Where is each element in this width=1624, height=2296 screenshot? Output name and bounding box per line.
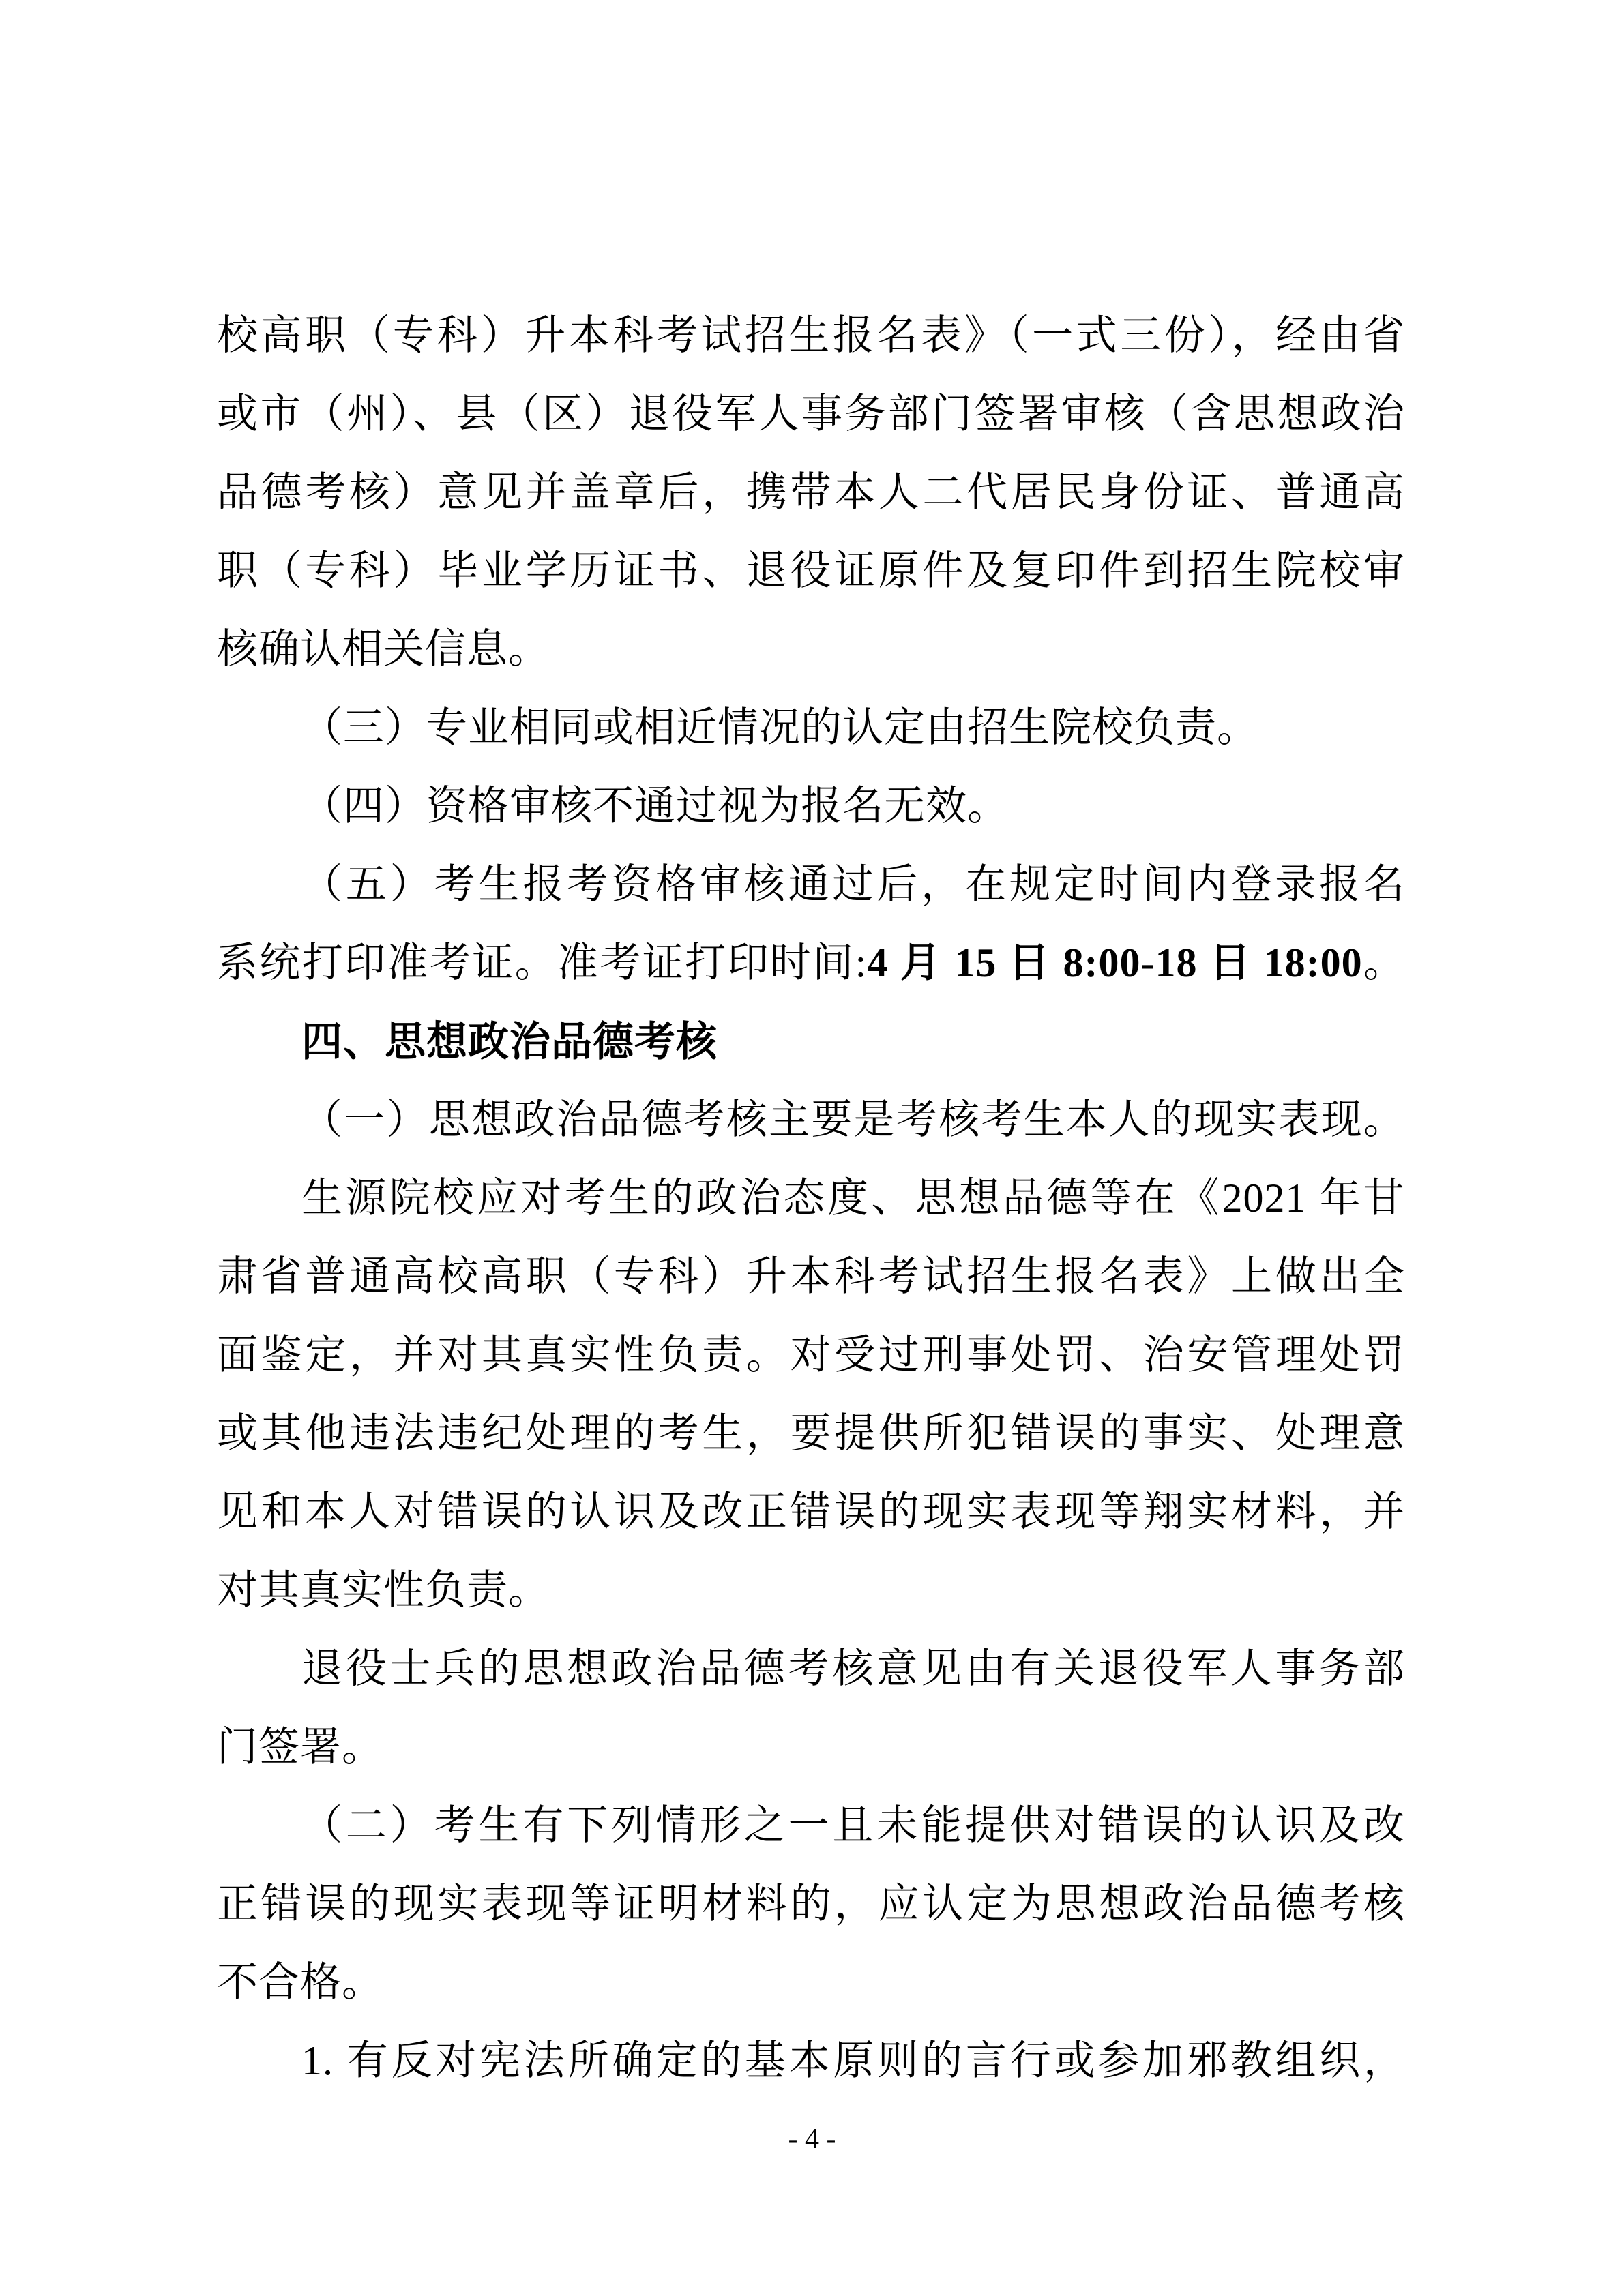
text-line: （二）考生有下列情形之一且未能提供对错误的认识及改	[301, 1803, 1405, 1848]
text-line: 校高职（专科）升本科考试招生报名表》（一式三份），经由省	[217, 313, 1405, 358]
text-line-print-time	[217, 924, 1405, 1002]
print-time-label: 系统打印准考证。准考证打印时间:	[217, 940, 868, 985]
text-line: 或市（州）、县（区）退役军人事务部门签署审核（含思想政治	[217, 391, 1405, 436]
text-line: 正错误的现实表现等证明材料的，应认定为思想政治品德考核	[217, 1881, 1405, 1926]
text-line: 不合格。	[217, 1960, 383, 2005]
text-line: （五）考生报考资格审核通过后，在规定时间内登录报名	[301, 862, 1405, 907]
text-line: 或其他违法违纪处理的考生，要提供所犯错误的事实、处理意	[217, 1411, 1405, 1456]
text-line: 面鉴定，并对其真实性负责。对受过刑事处罚、治安管理处罚	[217, 1332, 1405, 1377]
text-line: 肃省普通高校高职（专科）升本科考试招生报名表》上做出全	[217, 1254, 1405, 1299]
text-line: 生源院校应对考生的政治态度、思想品德等在《2021 年甘	[301, 1176, 1405, 1221]
print-time-value: 4 月 15 日 8:00-18 日 18:00	[867, 940, 1363, 985]
body-text	[217, 297, 1405, 2100]
print-time-period: 。	[1362, 940, 1405, 985]
text-line: 门签署。	[217, 1725, 383, 1770]
text-line: 职（专科）毕业学历证书、退役证原件及复印件到招生院校审	[217, 548, 1405, 593]
text-line: （四）资格审核不通过视为报名无效。	[301, 784, 1009, 829]
text-line: 品德考核）意见并盖章后，携带本人二代居民身份证、普通高	[217, 470, 1405, 515]
text-line: 1. 有反对宪法所确定的基本原则的言行或参加邪教组织，	[301, 2038, 1405, 2083]
section-heading: 四、思想政治品德考核	[301, 1019, 718, 1064]
text-line: （三）专业相同或相近情况的认定由招生院校负责。	[301, 705, 1258, 750]
page-number: - 4 -	[788, 2123, 836, 2155]
text-line: 见和本人对错误的认识及改正错误的现实表现等翔实材料，并	[217, 1489, 1405, 1534]
text-line: 对其真实性负责。	[217, 1568, 550, 1613]
text-line: 核确认相关信息。	[217, 627, 550, 672]
text-line: 退役士兵的思想政治品德考核意见由有关退役军人事务部	[301, 1646, 1405, 1691]
text-line: （一）思想政治品德考核主要是考核考生本人的现实表现。	[301, 1097, 1405, 1142]
